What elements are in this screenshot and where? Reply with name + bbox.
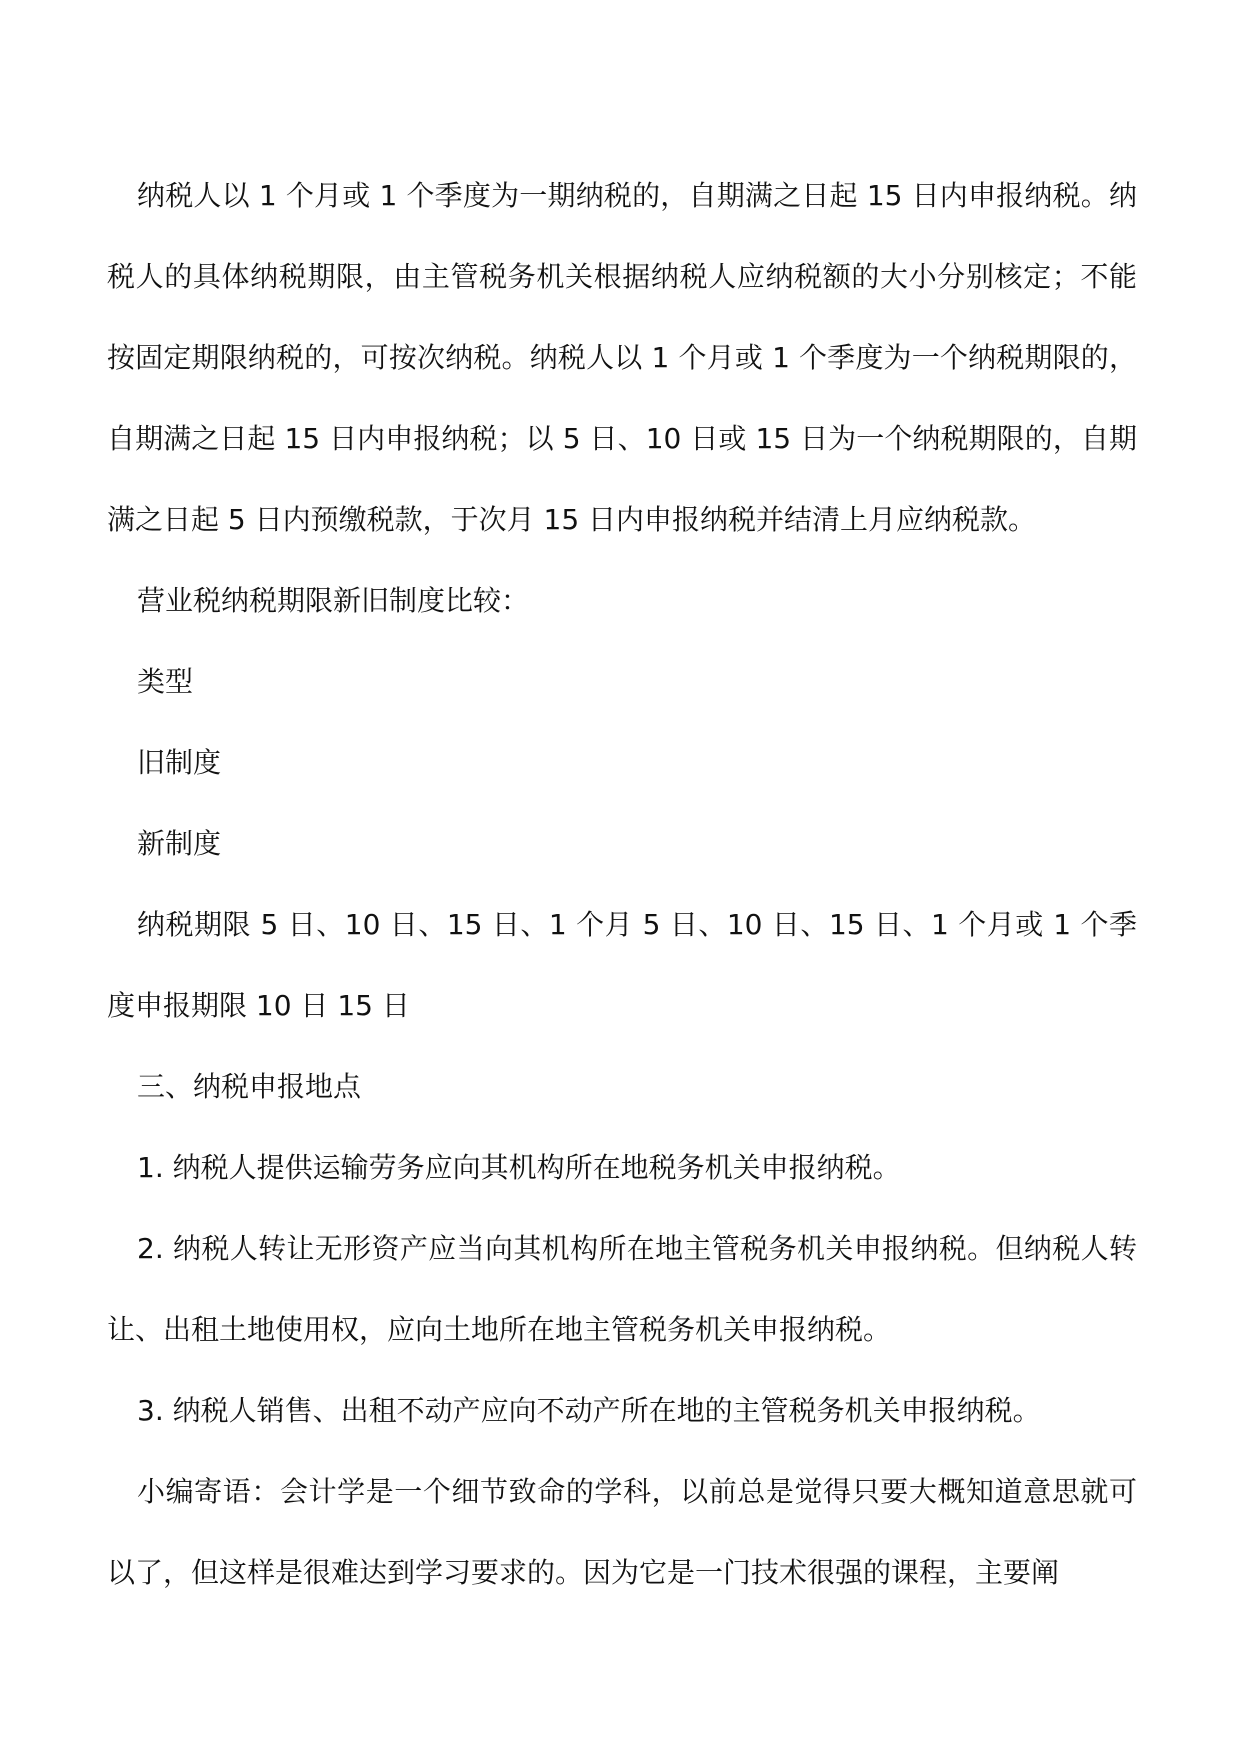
document-body	[107, 155, 1137, 1613]
paragraph-comparison-heading: 营业税纳税期限新旧制度比较：	[137, 584, 530, 617]
paragraph-tax-period: 纳税人以 1 个月或 1 个季度为一期纳税的，自期满之日起 15 日内申报纳税。纳税人的具体纳税期限，由主管税务机关根据纳税人应纳税额的大小分别核定；不能按固定期限纳税的，可按次纳税。纳税人以 1 个月或 1 个季度为一个纳税期限的，自期满之日起 15 日内申报纳税；以 5 日、10 日或 15 日为一个纳税期限的，自期满之日起 5 日内预缴税款，于次月 15 日内申报纳税并结清上月应纳税款。	[107, 179, 1137, 536]
paragraph-old-system-label: 旧制度	[137, 746, 222, 779]
paragraph-new-system-label: 新制度	[137, 827, 222, 860]
list-item-transport-services: 1. 纳税人提供运输劳务应向其机构所在地税务机关申报纳税。	[137, 1151, 901, 1184]
paragraph-period-details: 纳税期限 5 日、10 日、15 日、1 个月 5 日、10 日、15 日、1 个月或 1 个季度申报期限 10 日 15 日	[107, 908, 1137, 1022]
list-item-intangible-assets: 2. 纳税人转让无形资产应当向其机构所在地主管税务机关申报纳税。但纳税人转让、出租土地使用权，应向土地所在地主管税务机关申报纳税。	[107, 1232, 1137, 1346]
section-heading-filing-location: 三、纳税申报地点	[137, 1070, 362, 1103]
paragraph-type-label: 类型	[137, 665, 194, 698]
list-item-real-estate: 3. 纳税人销售、出租不动产应向不动产所在地的主管税务机关申报纳税。	[137, 1394, 1041, 1427]
paragraph-editor-note: 小编寄语：会计学是一个细节致命的学科，以前总是觉得只要大概知道意思就可以了，但这样是很难达到学习要求的。因为它是一门技术很强的课程，主要阐	[107, 1475, 1137, 1589]
